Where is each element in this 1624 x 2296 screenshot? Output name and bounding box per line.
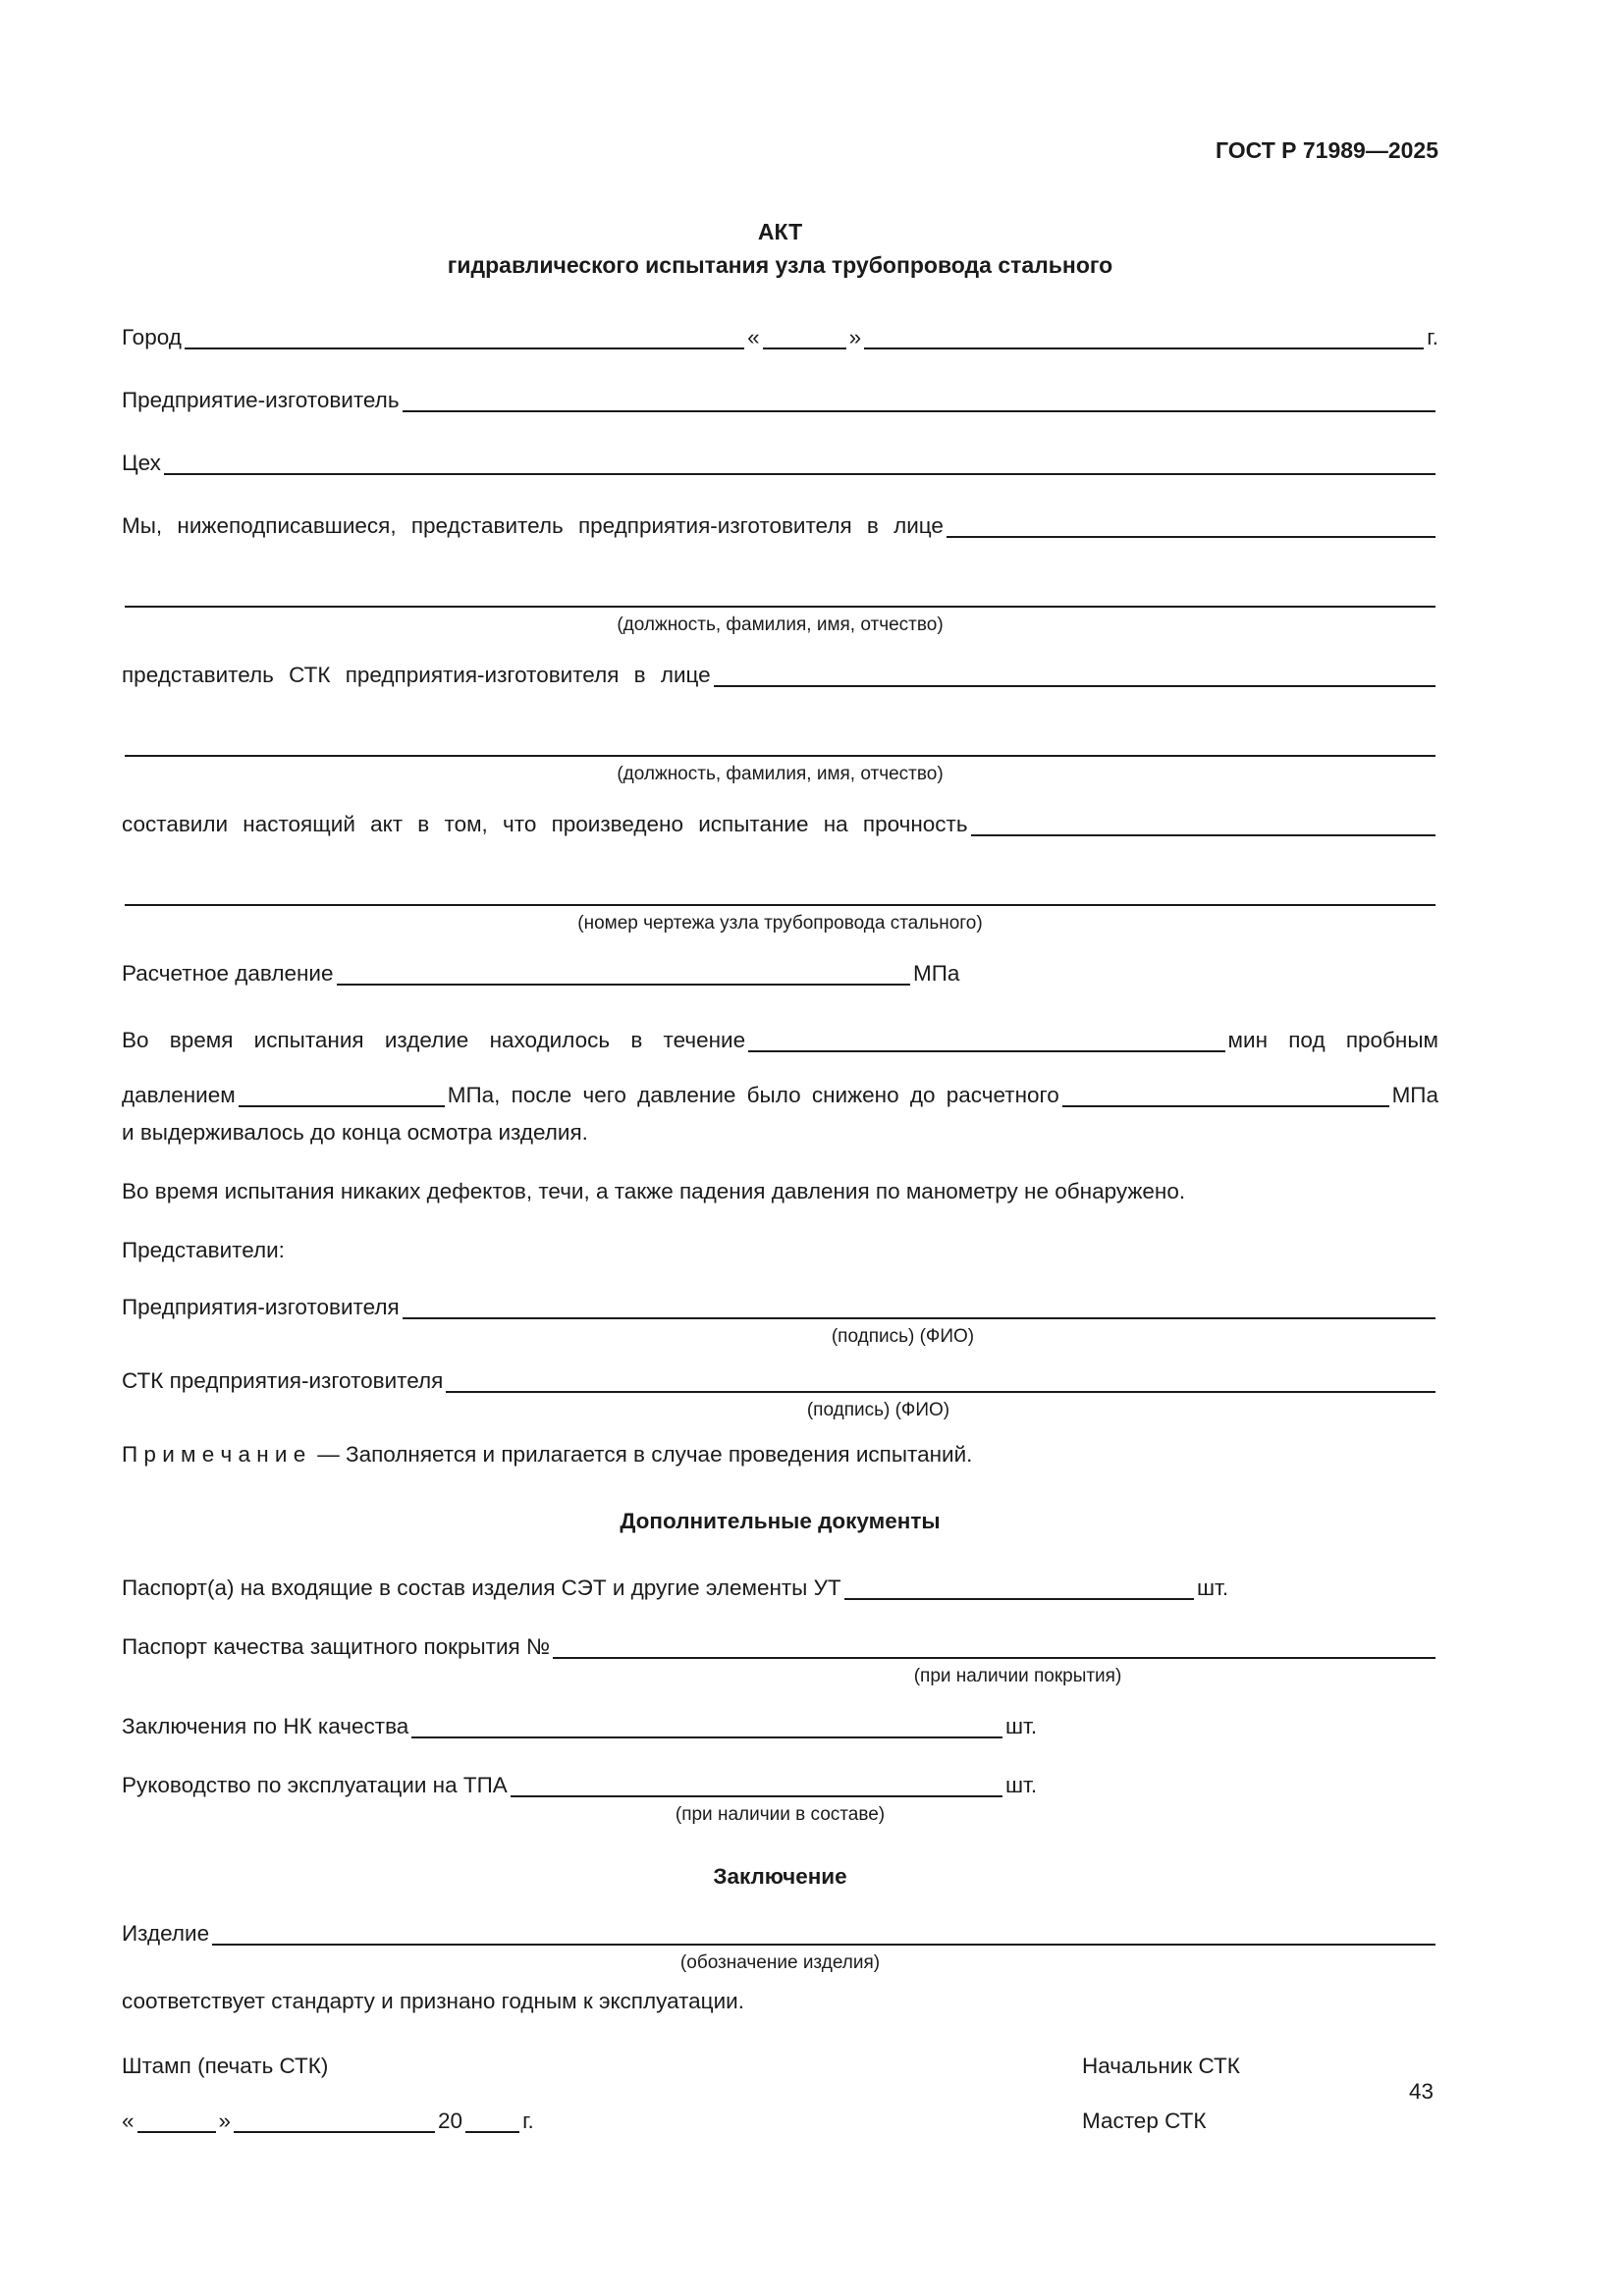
rep-manufacturer-blank-line [403,1296,1435,1319]
pcs-unit-3: шт. [1005,1773,1038,1797]
stk-representative-label: представитель СТК предприятия-изготовителя в лице [122,663,711,687]
chief-stk-label: Начальник СТК [1082,2054,1240,2078]
design-pressure-row [122,959,1438,988]
test-duration-blank-line [748,1029,1224,1052]
conforms-row [122,1987,1438,2016]
master-stk-label: Мастер СТК [1082,2109,1207,2133]
test-pressure-blank-line-1 [239,1084,445,1107]
date-close-quote: » [848,325,862,349]
caption-product: (обозначение изделия) [679,1952,881,1973]
caption-drawing-number: (номер чертежа узла трубопровода стального) [577,913,983,934]
document-title-line1: АКТ [757,219,803,244]
passports-group [122,1574,1197,1603]
date-month-blank-line [864,326,1424,349]
coating-passport-row [122,1632,1438,1662]
sig-date-year-20: 20 [438,2109,463,2133]
sig-date-year-blank-line [465,2109,519,2133]
rep-manufacturer-row [122,1293,1438,1322]
additional-documents-header: Дополнительные документы [620,1509,941,1533]
shop-row [122,449,1438,478]
caption-signature-1: (подпись) (ФИО) [831,1326,975,1347]
we-undersigned-label: Мы, нижеподписавшиеся, представитель предприятия-изготовителя в лице [122,513,944,538]
stk-representative-blank-line [714,664,1435,687]
we-undersigned-blank-line [947,514,1435,538]
passports-row [122,1574,1438,1603]
caption-in-set: (при наличии в составе) [675,1804,886,1825]
stk-representative-row [122,661,1438,690]
date-day-blank-line [763,326,846,349]
rep-stk-blank-line [446,1369,1435,1393]
date-open-quote: « [747,325,760,349]
representatives-label: Представители: [122,1238,285,1262]
sig-date-day-blank-line [137,2109,216,2133]
test-pressure-row [122,1081,1438,1110]
test-pressure-continuation-row [122,1118,1438,1148]
page-number: 43 [1408,2079,1434,2104]
representatives-row [122,1236,1438,1265]
name-blank-row-1 [122,584,1438,611]
shop-blank-line [164,452,1435,475]
act-statement-row [122,810,1438,839]
year-abbr: г. [1427,325,1439,349]
manual-group [122,1771,1005,1800]
note-text: — Заполняется и прилагается в случае проведения испытаний. [317,1442,973,1467]
sig-date-close-quote: » [218,2109,232,2133]
test-duration-suffix: мин под пробным [1227,1028,1438,1052]
drawing-blank-line [125,882,1435,906]
test-duration-prefix: Во время испытания изделие находилось в течение [122,1028,746,1052]
mpa-unit-2: МПа [1391,1083,1438,1107]
stamp-group [122,2052,1082,2081]
nk-quality-group [122,1712,1005,1741]
note-word: П р и м е ч а н и е [122,1442,306,1467]
manufacturer-label: Предприятие-изготовитель [122,388,400,412]
product-row [122,1919,1438,1949]
name-blank-line-2 [125,733,1435,757]
conclusion-header: Заключение [713,1864,847,1889]
product-blank-line [212,1922,1435,1946]
manual-label: Руководство по эксплуатации на ТПА [122,1773,508,1797]
manual-blank-line [511,1774,1002,1797]
manufacturer-blank-line [403,389,1435,412]
caption-name-position-2: (должность, фамилия, имя, отчество) [617,764,944,784]
no-defects-statement: Во время испытания никаких дефектов, течи, а также падения давления по манометру не обнаружено. [122,1179,1186,1203]
nk-quality-blank-line [411,1715,1002,1738]
test-pressure-prefix: давлением [122,1083,236,1107]
caption-name-position-1: (должность, фамилия, имя, отчество) [617,614,944,635]
pcs-unit-1: шт. [1197,1575,1229,1600]
shop-label: Цех [122,451,161,475]
we-undersigned-row [122,511,1438,541]
rep-stk-row [122,1366,1438,1396]
date-master-row [122,2107,1438,2136]
coating-passport-blank-line [553,1635,1435,1659]
signature-date-group [122,2107,1082,2136]
drawing-blank-row [122,882,1438,909]
sig-date-open-quote: « [122,2109,135,2133]
manual-row [122,1771,1438,1800]
stamp-label: Штамп (печать СТК) [122,2054,329,2078]
test-pressure-blank-line-2 [1062,1084,1389,1107]
rep-stk-label: СТК предприятия-изготовителя [122,1368,444,1393]
act-statement-blank-line [971,813,1435,836]
document-title [122,215,1438,282]
caption-signature-2: (подпись) (ФИО) [806,1400,950,1420]
act-statement-label: составили настоящий акт в том, что произведено испытание на прочность [122,812,968,836]
test-duration-row [122,1026,1438,1055]
test-pressure-mid: МПа, после чего давление было снижено до расчетного [447,1083,1059,1107]
design-pressure-label: Расчетное давление [122,961,334,986]
test-pressure-continuation: и выдерживалось до конца осмотра изделия. [122,1120,588,1145]
city-blank-line [185,326,744,349]
product-label: Изделие [122,1921,210,1946]
caption-coating: (при наличии покрытия) [913,1666,1122,1686]
city-date-row [122,323,1438,352]
city-label: Город [122,325,182,349]
stamp-chief-row [122,2052,1438,2081]
name-blank-row-2 [122,733,1438,760]
note-row [122,1440,1438,1469]
coating-passport-label: Паспорт качества защитного покрытия № [122,1634,551,1659]
mpa-unit-1: МПа [913,961,960,986]
conforms-statement: соответствует стандарту и признано годным к эксплуатации. [122,1989,744,2013]
passports-blank-line [844,1576,1194,1600]
nk-quality-row [122,1712,1438,1741]
design-pressure-blank-line [337,962,911,986]
name-blank-line-1 [125,584,1435,608]
nk-quality-label: Заключения по НК качества [122,1714,409,1738]
sig-date-year-abbr: г. [522,2109,534,2133]
pcs-unit-2: шт. [1005,1714,1038,1738]
standard-reference: ГОСТ Р 71989—2025 [1216,137,1438,163]
sig-date-month-blank-line [234,2109,435,2133]
manufacturer-row [122,386,1438,415]
no-defects-row [122,1177,1438,1206]
document-title-line2: гидравлического испытания узла трубопровода стального [447,252,1113,278]
design-pressure-group [122,959,913,988]
rep-manufacturer-label: Предприятия-изготовителя [122,1295,400,1319]
passports-label: Паспорт(а) на входящие в состав изделия СЭТ и другие элементы УТ [122,1575,841,1600]
